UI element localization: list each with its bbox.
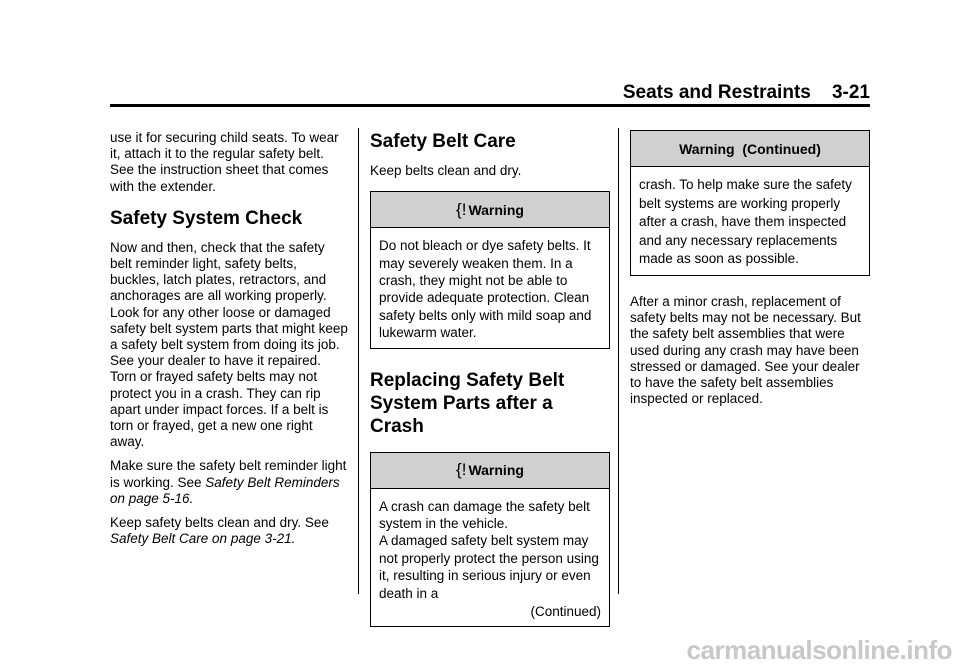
section-heading-safety-belt-care: Safety Belt Care [370, 131, 516, 152]
column-right [630, 130, 870, 415]
warning-header [631, 131, 869, 167]
section-title: Seats and Restraints [622, 82, 811, 103]
column-divider [618, 128, 619, 594]
watermark: carmanualsonline.info [686, 635, 952, 665]
reminder-link[interactable]: Safety Belt Reminders on page 5-16 [110, 474, 340, 506]
reminder-paragraph: Make sure the safety belt reminder light is working. See Safety Belt Reminders on page 5-16. [110, 458, 347, 506]
warning-body: crash. To help make sure the safety belt systems are working properly after a crash, have them inspected and any necessary replacements made as soon as possible. [639, 177, 852, 267]
belt-care-link[interactable]: Safety Belt Care on page 3-21 [110, 531, 292, 547]
warning-title: Warning [468, 462, 524, 479]
warning-body: A crash can damage the safety belt system in the vehicle. A damaged safety belt system may not properly protect the person using it, resulting in serious injury or even death in a (Continued) [379, 498, 601, 620]
warning-box-continued [630, 130, 870, 276]
warning-body: Do not bleach or dye safety belts. It may severely weaken them. In a crash, they might not be able to provide adequate protection. Clean safety belts only with mild soap and lukewarm water. [379, 238, 592, 341]
warning-header [371, 192, 609, 228]
warning-box-bleach [370, 191, 610, 348]
intro-paragraph: use it for securing child seats. To wear it, attach it to the regular safety belt. See the instruction sheet that comes with the extender. [110, 130, 339, 194]
warning-box-crash-damage [370, 452, 610, 628]
care-paragraph: Keep belts clean and dry. [370, 163, 522, 178]
page-header [110, 82, 870, 104]
warning-title: Warning (Continued) [679, 140, 821, 157]
keep-clean-paragraph: Keep safety belts clean and dry. See Safety Belt Care on page 3-21. [110, 515, 329, 547]
warning-header [371, 453, 609, 489]
header-rule [110, 104, 870, 107]
warning-icon: {! [456, 460, 467, 480]
page-number: 3-21 [831, 82, 870, 103]
section-heading-replacing-parts: Replacing Safety Belt System Parts after a Crash [370, 369, 565, 437]
column-divider [358, 128, 359, 594]
continued-label: (Continued) [530, 604, 601, 620]
column-middle [370, 130, 610, 647]
column-left [110, 130, 350, 555]
warning-icon: {! [456, 199, 467, 219]
check-paragraph: Now and then, check that the safety belt reminder light, safety belts, buckles, latch plates, retractors, and anchorages are all working properly. Look for any other loose or damaged safety belt system parts that might keep a safety belt system from doing its job. See your dealer to have it repaired. Torn or frayed safety belts may not protect you in a crash. They can rip apart under impact forces. If a belt is torn or frayed, get a new one right away. [110, 239, 348, 450]
minor-crash-paragraph: After a minor crash, replacement of safety belts may not be necessary. But the safety belt assemblies that were used during any crash may have been stressed or damaged. See your dealer to have the safety belt assemblies inspected or replaced. [630, 293, 861, 407]
warning-title: Warning [468, 201, 524, 218]
header-title [623, 82, 870, 104]
section-heading-safety-system-check: Safety System Check [110, 207, 303, 229]
